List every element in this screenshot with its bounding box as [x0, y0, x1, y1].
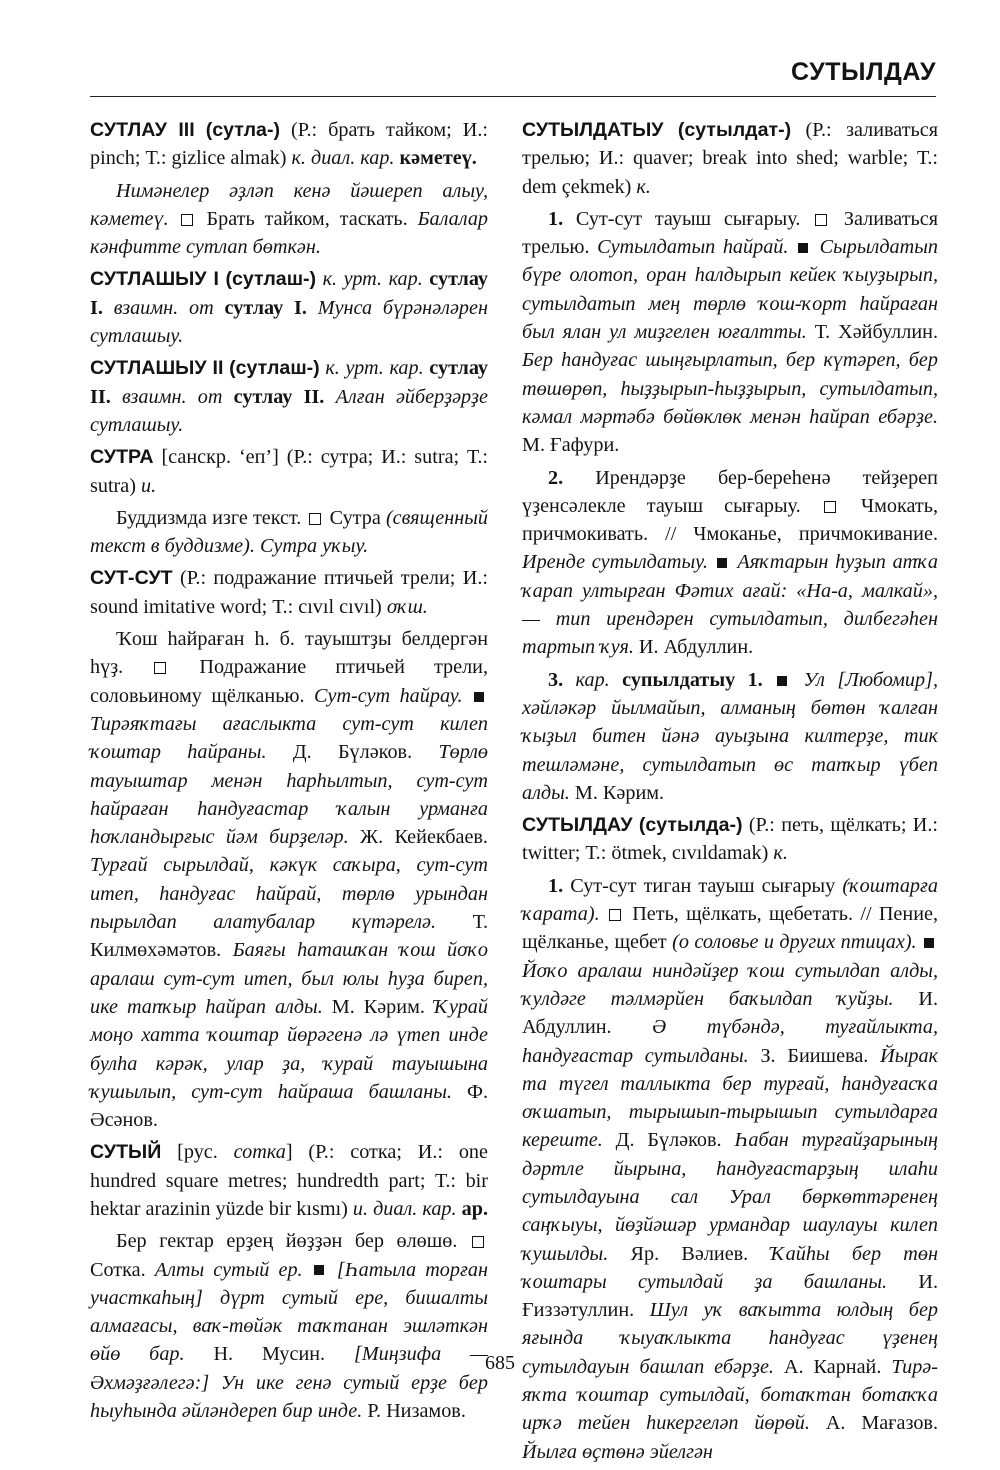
grammar-labels: кар. — [563, 668, 623, 691]
definition: Бер гектар ерҙең йөҙҙән бер өлөшө. — [116, 1230, 458, 1253]
definition: Ирендәрҙе бер-береһенә тейҙереп үҙенсәлекле тауыш сығарыу. — [522, 466, 938, 517]
example-quote: Бер һандуғас шыңғырлатып, бер күтәреп, бер төшөрөп, һыҙҙырып-һыҙҙырып, сутылдатып, кәмал мәртәбә бөйөклөк менән һайрап ебәрҙе. — [522, 349, 938, 428]
translation: Сутра — [324, 506, 386, 529]
header-rule — [90, 96, 936, 97]
entry-sutyldatyu — [522, 116, 938, 201]
author: А. Карнай. — [773, 1355, 892, 1378]
author: Р. Низамов. — [362, 1400, 466, 1423]
example-quote: Сутылдатып һайрай. — [597, 236, 789, 259]
example-quote: Аяҡтарын һуҙып атҡа ҡарап ултырған Фәтих ағай: «На-а, малкай», — тип ирендәрен сутылдатып, дилбегәһен тартып ҡуя. — [522, 551, 938, 659]
left-column — [90, 116, 488, 1429]
example-quote: Ҡурай моңо хатта ҡоштар йөрәгенә лә үтеп инде булһа кәрәк, улар ҙа, ҡурай тауышына ҡушылып, сут-сут һайраша башланы. — [90, 995, 488, 1103]
gloss: [санскр. ‘еп’] (Р.: сутра; И.: sutra; Т.: sutra) — [90, 446, 488, 497]
etymology-word: сотка — [233, 1141, 286, 1164]
gloss: (Р.: заливаться трелью; И.: quaver; break into shed; warble; Т.: dem çekmek) — [522, 119, 938, 198]
cross-reference: сутлау II. — [90, 357, 488, 408]
black-square-icon — [717, 558, 727, 568]
gloss: (Р.: брать тайком; И.: pinch; Т.: gizlice almak) — [90, 119, 489, 170]
entry-sutlau-3 — [90, 116, 488, 173]
variant: ар. — [456, 1197, 488, 1220]
example-quote: Һабан турғайҙарының дәртле йырына, һандуғастарҙың илаһи сутылдауына сал Урал бөркөттәренең саңҡыуы, йөҙйәшәр урмандар шаулауы килеп ҡушылды. — [522, 1129, 938, 1265]
grammar-labels: и. — [141, 474, 157, 497]
translation: Сотка. — [90, 1258, 155, 1281]
author: И. Ғиззәтуллин. — [522, 1270, 938, 1322]
gloss: (Р.: петь, щёлкать; И.: twitter; Т.: ötmek, cıvıldamak) — [522, 814, 939, 865]
black-square-icon — [924, 938, 934, 948]
definition: Сут-сут тауыш сығарыу. — [563, 207, 801, 230]
entry-sutyi — [90, 1138, 488, 1223]
author: И. Абдуллин. — [633, 636, 754, 659]
entry-sutlashyu-2 — [90, 354, 488, 439]
translation: Заливаться трелью. — [522, 207, 939, 259]
entry-sutyi-sense — [90, 1227, 488, 1425]
translation-note: (священный текст в буддизме). — [90, 506, 488, 558]
cross-reference: сутлау II. — [233, 385, 325, 408]
example-quote: Төрлө тауыштар менән һарһылтып, сут-сут һайраған һандуғастар ҡалын урманға һоҡландырғыс йәм бирҙеләр. — [90, 741, 488, 849]
white-square-icon — [181, 214, 193, 226]
grammar-labels: оҡш. — [386, 595, 428, 618]
author: И. Абдуллин. — [522, 987, 938, 1039]
white-square-icon — [824, 501, 836, 513]
etymology: [рус. — [161, 1141, 234, 1164]
stem: (сутла-) — [205, 119, 281, 141]
translation: Петь, щёлкать, щебетать. // Пение, щёлканье, щебет — [522, 903, 938, 954]
example-quote: Шул уҡ ваҡытта юлдың бер яғында ҡыуаҡлыкта һандуғас үҙенең сутылдауын башлап ебәрҙе. — [522, 1299, 938, 1378]
example-quote: Алты сутый ер. — [154, 1258, 303, 1281]
white-square-icon — [154, 662, 166, 674]
example-quote: Йоҡо аралаш ниндәйҙер ҡош сутылдап алды, ҡулдәге тәлмәрйен баҡылдап ҡуйҙы. — [522, 959, 938, 1010]
sense-number: 1. — [548, 207, 564, 230]
white-square-icon — [472, 1236, 484, 1248]
translation: Чмокать, причмокивать. // Чмоканье, причмокивание. — [522, 494, 938, 546]
example-quote: Балалар кәнфитте сутлап бөткән. — [90, 207, 489, 259]
definition: Ҡош һайраған һ. б. тауыштҙы белдергән һүҙ. — [90, 628, 488, 679]
headword: СУТЫЛДАТЫУ — [522, 119, 664, 141]
black-square-icon — [798, 243, 808, 253]
example-quote: Алған әйберҙәрҙе сутлашыу. — [90, 385, 488, 436]
headword: СУТЛАУ III — [90, 119, 195, 141]
sense-number: 1. — [548, 874, 564, 897]
example-quote: Турғай сырылдай, кәкүк саҡыра, сут-сут итеп, һандуғас һайрай, төрлө урындан пырылдап алатубалар күтәрелә. — [90, 854, 488, 934]
gloss: ] (Р.: сотка; И.: one hundred square metres; hundredth part; Т.: bir hektar arazinin yüzde bir kısmı) — [90, 1141, 488, 1220]
definition: Нимәнелер әҙләп кенә йәшереп алыу, кәметеү. — [90, 179, 488, 230]
headword: СУТЛАШЫУ I — [90, 268, 219, 291]
entry-sut-sut — [90, 564, 488, 621]
definition: Сут-сут тиган тауыш сығарыу — [563, 874, 843, 897]
stem: (сутылда-) — [638, 814, 743, 837]
author: А. Мағазов. — [809, 1412, 938, 1435]
entry-sutyldau — [522, 811, 938, 868]
translation-note: (о соловье и других птицах). — [672, 931, 917, 954]
example-quote: Ә түбәндә, туғайлыкта, һандуғастар сутылданы. — [522, 1016, 939, 1067]
headword: СУТ-СУТ — [90, 567, 173, 590]
example-quote: Тирәяҡтағы ағаслыкта сут-сут килеп ҡоштар һайраны. — [90, 712, 488, 764]
grammar-labels: взаимн. от — [110, 385, 234, 408]
white-square-icon — [815, 214, 827, 226]
grammar-labels: к. — [636, 175, 651, 198]
headword: СУТЫЛДАУ — [522, 814, 633, 837]
sense-2 — [522, 464, 938, 662]
example-quote: Баяғы һаташҡан ҡош йоҡо аралаш сут-сут итеп, был юлы һуҙа биреп, ике тапҡыр һайрап алды. — [90, 939, 488, 1018]
grammar-labels: взаимн. от — [102, 296, 225, 319]
example-quote: Йырак та түгел таллыкта бер турғай, һандуғасҡа оҡшатып, тырышып-тырышып сутылдарға кереште. — [522, 1044, 938, 1152]
stem: (сутылдат-) — [677, 119, 792, 141]
author: Т. Килмөхәмәтов. — [90, 911, 488, 962]
grammar-labels: к. урт. кар. — [316, 268, 430, 291]
gloss: (Р.: подражание птичьей трели; И.: sound imitative word; Т.: cıvıl cıvıl) — [90, 567, 488, 618]
author: З. Биишева. — [748, 1044, 881, 1067]
example-quote: Ҡайһы бер төн ҡоштары сутылдай ҙа башланы. — [522, 1242, 938, 1293]
translation: Подражание птичьей трели, соловьиному щёлканью. — [90, 656, 488, 707]
grammar-labels: к. — [773, 842, 788, 865]
author: Ф. Әсәнов. — [90, 1080, 488, 1132]
variant: кәметеү. — [394, 147, 477, 170]
white-square-icon — [609, 909, 621, 921]
cross-reference: сутлау I. — [224, 296, 307, 319]
example-quote: [Миңзифа — Әхмәҙғәлегә:] Ун ике генә сутый ерҙе бер һыуһында әйләндереп бир инде. — [90, 1343, 489, 1423]
author: Яр. Вәлиев. — [608, 1242, 771, 1265]
author: Д. Бүләков. — [602, 1129, 735, 1152]
page-number: 685 — [485, 1352, 515, 1374]
example-quote: Ул [Любомир], хәйләкәр йылмайып, алманың бөтөн ҡалған ҡыҙыл битен йәнә ауыҙына килтерҙе, тик тешләмәне, сутылдатып өс тапҡыр үбеп алды. — [522, 668, 939, 804]
black-square-icon — [314, 1265, 324, 1275]
black-square-icon — [474, 692, 484, 702]
example-quote: Иренде сутылдатыу. — [522, 551, 708, 574]
cross-reference: супылдатыу 1. — [622, 668, 763, 691]
entry-sutra — [90, 443, 488, 500]
sense-1 — [522, 205, 938, 460]
example-quote: Сут-сут һайрау. — [314, 684, 463, 707]
example-quote: Сутра уҡыу. — [254, 535, 369, 558]
entry-sutra-sense — [90, 504, 488, 561]
author: М. Кәрим. — [569, 781, 665, 804]
grammar-labels: и. диал. кар. — [352, 1197, 457, 1220]
headword: СУТЛАШЫУ II — [90, 357, 224, 380]
entry-sutlashyu-1 — [90, 265, 488, 350]
headword: СУТРА — [90, 446, 154, 469]
sense-3 — [522, 666, 938, 807]
translation: Брать тайком, таскать. — [196, 207, 418, 230]
black-square-icon — [777, 676, 787, 686]
sense-number: 3. — [548, 668, 564, 691]
grammar-labels: к. урт. кар. — [319, 357, 430, 380]
headword: СУТЫЙ — [90, 1141, 162, 1164]
definition-note: (ҡоштарға ҡарата). — [522, 874, 938, 926]
example-quote: [Һатыла торған участкаһың] дүрт сутый ере, бишалты алмағасы, ваҡ-төйәк таҡтанан эшләткән өйө бар. — [90, 1258, 488, 1366]
example-quote: Сырылдатып бүре олотоп, оран һалдырып кейек ҡыуҙырып, сутылдатып мең төрлө ҡош-ҡорт һайраған был ялан ул миҙгелен юғалтты. — [522, 236, 938, 344]
grammar-labels: к. диал. кар. — [291, 147, 395, 170]
author: Н. Мусин. — [184, 1343, 354, 1366]
author: М. Ғафури. — [522, 434, 620, 457]
running-head: СУТЫЛДАУ — [790, 58, 936, 86]
sense-number: 2. — [548, 466, 564, 489]
example-quote: Тирә-яҡта ҡоштар сутылдай, ботаҡтан ботаҡҡа ирҡә тейен һикергеләп йөрөй. — [522, 1355, 938, 1435]
example-quote: Мунса бүрәнәләрен сутлашыу. — [90, 296, 488, 348]
author: Д. Бүләков. — [266, 741, 439, 764]
example-quote: Йылға өҫтөнә эйелгән — [522, 1440, 713, 1463]
entry-sut-sut-sense — [90, 625, 488, 1134]
stem: (сутлаш-) — [225, 268, 317, 291]
author: Т. Хәйбуллин. — [806, 321, 938, 344]
author: М. Кәрим. — [322, 995, 434, 1018]
white-square-icon — [309, 513, 321, 525]
entry-sutlau-3-sense — [90, 177, 488, 262]
author: Ж. Кейекбаев. — [348, 826, 488, 849]
sense-1 — [522, 872, 938, 1466]
definition: Буддизмда изге текст. — [116, 506, 302, 529]
stem: (сутлаш-) — [229, 357, 320, 380]
cross-reference: сутлау I. — [90, 268, 488, 319]
right-column — [522, 116, 938, 1470]
